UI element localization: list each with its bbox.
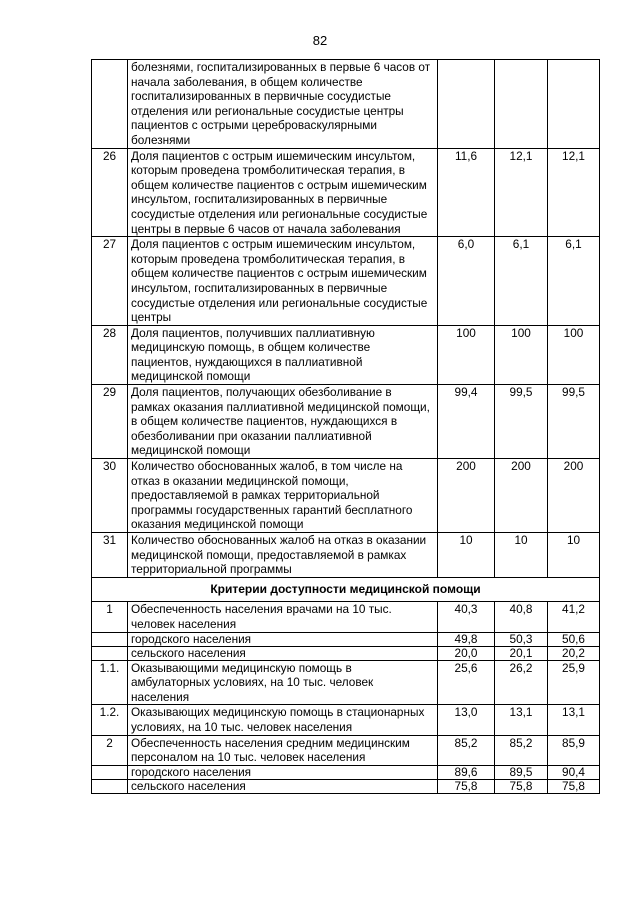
value-year-1: 11,6 — [438, 148, 495, 237]
value-year-1: 75,8 — [438, 779, 495, 793]
row-number: 2 — [92, 735, 128, 765]
indicator-name: болезнями, госпитализированных в первые 6 часов от начала заболевания, в общем количестве госпитализированных в первичные сосудистые отделения или региональные сосудистые центры пациентов с острыми цереброваскулярными болезнями — [128, 60, 438, 149]
value-year-1: 6,0 — [438, 237, 495, 326]
value-year-3: 13,1 — [548, 705, 600, 735]
value-year-2: 99,5 — [495, 385, 548, 459]
value-year-1: 85,2 — [438, 735, 495, 765]
value-year-3: 200 — [548, 459, 600, 533]
table-row — [92, 459, 600, 533]
value-year-3: 100 — [548, 325, 600, 384]
table-row — [92, 60, 600, 149]
value-year-3: 12,1 — [548, 148, 600, 237]
indicator-name: Обеспеченность населения врачами на 10 тыс. человек населения — [128, 602, 438, 632]
row-number: 30 — [92, 459, 128, 533]
table-row — [92, 735, 600, 765]
value-year-2: 12,1 — [495, 148, 548, 237]
row-number: 1.1. — [92, 660, 128, 705]
value-year-1: 13,0 — [438, 705, 495, 735]
table-row — [92, 602, 600, 632]
row-number — [92, 632, 128, 646]
indicators-body — [92, 60, 600, 578]
indicators-table — [91, 59, 600, 794]
table-row — [92, 325, 600, 384]
value-year-3: 75,8 — [548, 779, 600, 793]
indicator-name: Доля пациентов с острым ишемическим инсультом, которым проведена тромболитическая терапия, в общем количестве пациентов с острым ишемическим инсультом, госпитализированных в первичные сосудистые отделения или региональные сосудистые центры в первые 6 часов от начала заболевания — [128, 148, 438, 237]
value-year-2: 89,5 — [495, 765, 548, 779]
row-number: 26 — [92, 148, 128, 237]
accessibility-body — [92, 602, 600, 793]
row-number: 31 — [92, 533, 128, 578]
table-row — [92, 237, 600, 326]
row-number: 1 — [92, 602, 128, 632]
value-year-2: 100 — [495, 325, 548, 384]
row-number: 28 — [92, 325, 128, 384]
value-year-2 — [495, 60, 548, 149]
value-year-2: 20,1 — [495, 646, 548, 660]
table-row — [92, 533, 600, 578]
row-number: 27 — [92, 237, 128, 326]
value-year-3 — [548, 60, 600, 149]
section-body — [92, 577, 600, 602]
section-title: Критерии доступности медицинской помощи — [92, 577, 600, 602]
value-year-3: 85,9 — [548, 735, 600, 765]
value-year-2: 6,1 — [495, 237, 548, 326]
value-year-2: 50,3 — [495, 632, 548, 646]
page-number: 82 — [312, 33, 328, 48]
value-year-3: 6,1 — [548, 237, 600, 326]
indicator-name: сельского населения — [128, 779, 438, 793]
value-year-1 — [438, 60, 495, 149]
row-number: 29 — [92, 385, 128, 459]
value-year-1: 49,8 — [438, 632, 495, 646]
value-year-2: 26,2 — [495, 660, 548, 705]
value-year-3: 50,6 — [548, 632, 600, 646]
indicator-name: Доля пациентов, получающих обезболивание в рамках оказания паллиативной медицинской помощи, в общем количестве пациентов, нуждающихся в обезболивании при оказании паллиативной медицинской помощи — [128, 385, 438, 459]
value-year-3: 41,2 — [548, 602, 600, 632]
value-year-3: 20,2 — [548, 646, 600, 660]
indicator-name: Количество обоснованных жалоб на отказ в оказании медицинской помощи, предоставляемой в рамках территориальной программы — [128, 533, 438, 578]
value-year-2: 200 — [495, 459, 548, 533]
value-year-1: 99,4 — [438, 385, 495, 459]
value-year-1: 200 — [438, 459, 495, 533]
value-year-2: 85,2 — [495, 735, 548, 765]
table-row — [92, 148, 600, 237]
table-row — [92, 660, 600, 705]
value-year-3: 10 — [548, 533, 600, 578]
value-year-1: 20,0 — [438, 646, 495, 660]
table-row — [92, 765, 600, 779]
indicator-name: Оказывающими медицинскую помощь в амбулаторных условиях, на 10 тыс. человек населения — [128, 660, 438, 705]
row-number — [92, 779, 128, 793]
row-number — [92, 646, 128, 660]
row-number: 1.2. — [92, 705, 128, 735]
row-number — [92, 60, 128, 149]
indicator-name: городского населения — [128, 632, 438, 646]
table-row — [92, 385, 600, 459]
value-year-3: 99,5 — [548, 385, 600, 459]
table-row — [92, 705, 600, 735]
indicator-name: Оказывающих медицинскую помощь в стационарных условиях, на 10 тыс. человек населения — [128, 705, 438, 735]
value-year-1: 100 — [438, 325, 495, 384]
indicator-name: сельского населения — [128, 646, 438, 660]
value-year-3: 25,9 — [548, 660, 600, 705]
value-year-1: 10 — [438, 533, 495, 578]
table-row — [92, 779, 600, 793]
value-year-1: 89,6 — [438, 765, 495, 779]
value-year-1: 25,6 — [438, 660, 495, 705]
table-row — [92, 646, 600, 660]
value-year-2: 75,8 — [495, 779, 548, 793]
table-row — [92, 632, 600, 646]
row-number — [92, 765, 128, 779]
value-year-3: 90,4 — [548, 765, 600, 779]
indicator-name: Доля пациентов, получивших паллиативную медицинскую помощь, в общем количестве пациентов, нуждающихся в паллиативной медицинской помощи — [128, 325, 438, 384]
section-header-row — [92, 577, 600, 602]
value-year-2: 40,8 — [495, 602, 548, 632]
indicator-name: Обеспеченность населения средним медицинским персоналом на 10 тыс. человек населения — [128, 735, 438, 765]
indicator-name: Количество обоснованных жалоб, в том числе на отказ в оказании медицинской помощи, предоставляемой в рамках территориальной программы государственных гарантий бесплатного оказания медицинской помощи — [128, 459, 438, 533]
value-year-2: 10 — [495, 533, 548, 578]
value-year-2: 13,1 — [495, 705, 548, 735]
indicator-name: городского населения — [128, 765, 438, 779]
value-year-1: 40,3 — [438, 602, 495, 632]
indicator-name: Доля пациентов с острым ишемическим инсультом, которым проведена тромболитическая терапия, в общем количестве пациентов с острым ишемическим инсультом, госпитализированных в первичные сосудистые отделения или региональные сосудистые центры — [128, 237, 438, 326]
